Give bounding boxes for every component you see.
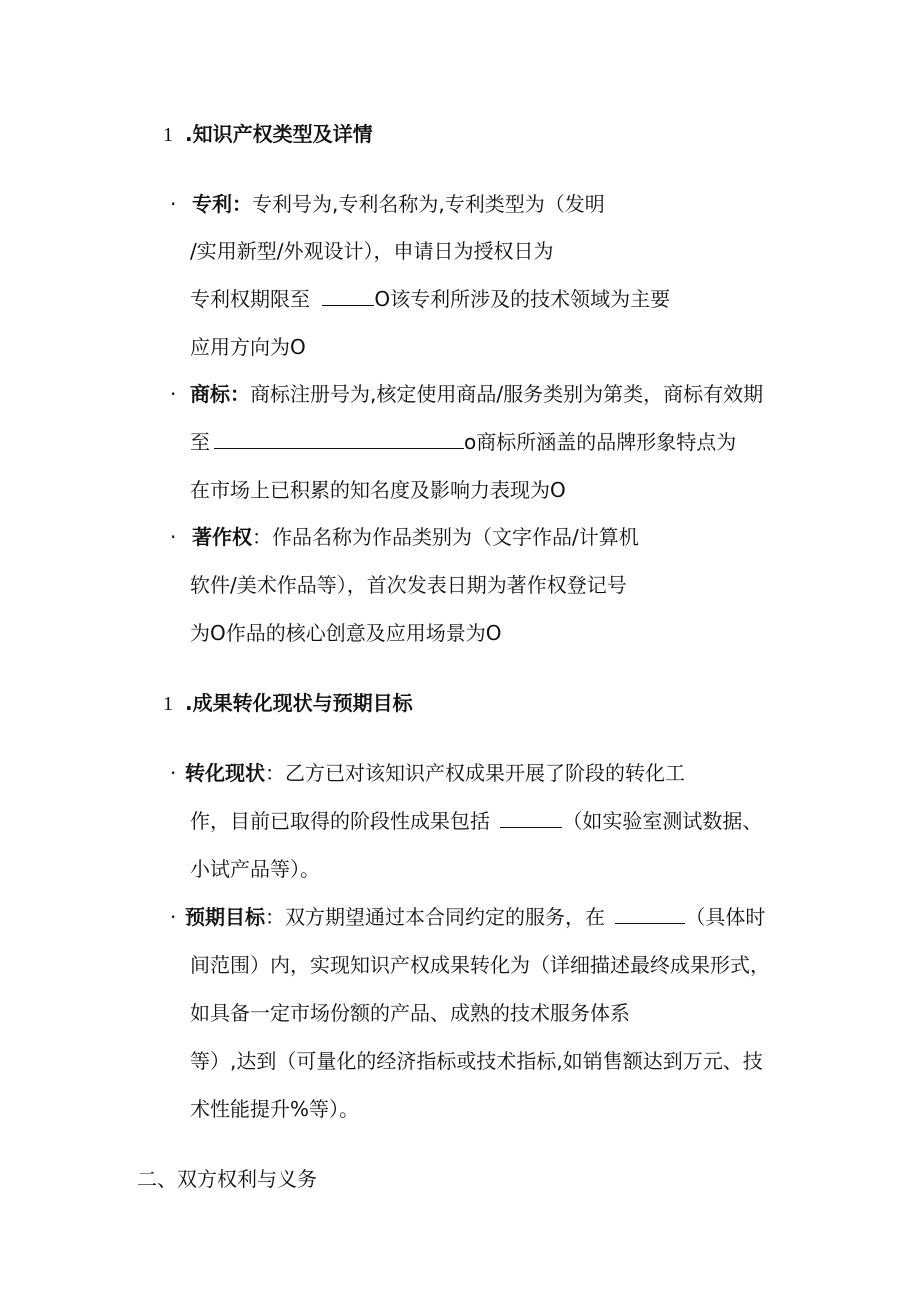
patent-term-blank — [322, 287, 374, 306]
bullet-goal: · — [170, 905, 177, 929]
status-results-blank — [500, 809, 562, 828]
patent-line-2: /实用新型/外观设计），申请日为授权日为 — [190, 239, 554, 263]
goal-time-blank — [615, 905, 685, 924]
status-line-2: 作，目前已取得的阶段性成果包括 （如实验室测试数据、 — [190, 809, 763, 833]
heading-text: .成果转化现状与预期目标 — [185, 691, 413, 715]
bullet-copyright: · — [170, 525, 177, 549]
trademark-line-3: 在市场上已积累的知名度及影响力表现为O — [190, 478, 566, 502]
goal-line-1: 预期目标：双方期望通过本合同约定的服务，在 （具体时 — [185, 905, 766, 929]
patent-line-1: 专利：专利号为,专利名称为,专利类型为（发明 — [192, 192, 605, 216]
goal-line-3: 如具备一定市场份额的产品、成熟的技术服务体系 — [190, 1001, 630, 1025]
copyright-line-2: 软件/美术作品等），首次发表日期为著作权登记号 — [190, 573, 627, 597]
bullet-status: · — [170, 761, 177, 785]
status-label: 转化现状 — [185, 761, 265, 785]
copyright-line-3: 为O作品的核心创意及应用场景为O — [190, 621, 502, 645]
patent-line-3: 专利权期限至 O该专利所涉及的技术领域为主要 — [190, 287, 671, 311]
trademark-line-2: 至 o商标所涵盖的品牌形象特点为 — [190, 430, 737, 454]
status-line-1: 转化现状：乙方已对该知识产权成果开展了阶段的转化工 — [185, 761, 685, 785]
trademark-line-1: 商标：商标注册号为,核定使用商品/服务类别为第类，商标有效期 — [190, 382, 764, 406]
goal-line-2: 间范围）内，实现知识产权成果转化为（详细描述最终成果形式， — [190, 953, 770, 977]
heading-number: 1 — [163, 124, 173, 146]
trademark-expiry-blank — [214, 430, 464, 449]
section-heading-ip-types — [163, 121, 373, 148]
section-heading-transformation — [163, 690, 413, 717]
heading-text: .知识产权类型及详情 — [185, 122, 373, 146]
heading-number: 1 — [163, 693, 173, 715]
copyright-label: 著作权 — [192, 525, 252, 549]
patent-label: 专利： — [192, 192, 252, 216]
status-line-3: 小试产品等）。 — [190, 857, 320, 881]
goal-line-4: 等）,达到（可量化的经济指标或技术指标,如销售额达到万元、技 — [190, 1049, 763, 1073]
chapter-title-rights-obligations: 二、双方权利与义务 — [137, 1167, 317, 1191]
bullet-trademark: · — [170, 382, 177, 406]
patent-line-4: 应用方向为O — [190, 335, 306, 359]
copyright-line-1: 著作权：作品名称为作品类别为（文字作品/计算机 — [192, 525, 639, 549]
trademark-label: 商标： — [190, 382, 250, 406]
goal-line-5: 术性能提升%等）。 — [190, 1097, 360, 1121]
goal-label: 预期目标 — [185, 905, 265, 929]
bullet-patent: · — [170, 192, 177, 216]
